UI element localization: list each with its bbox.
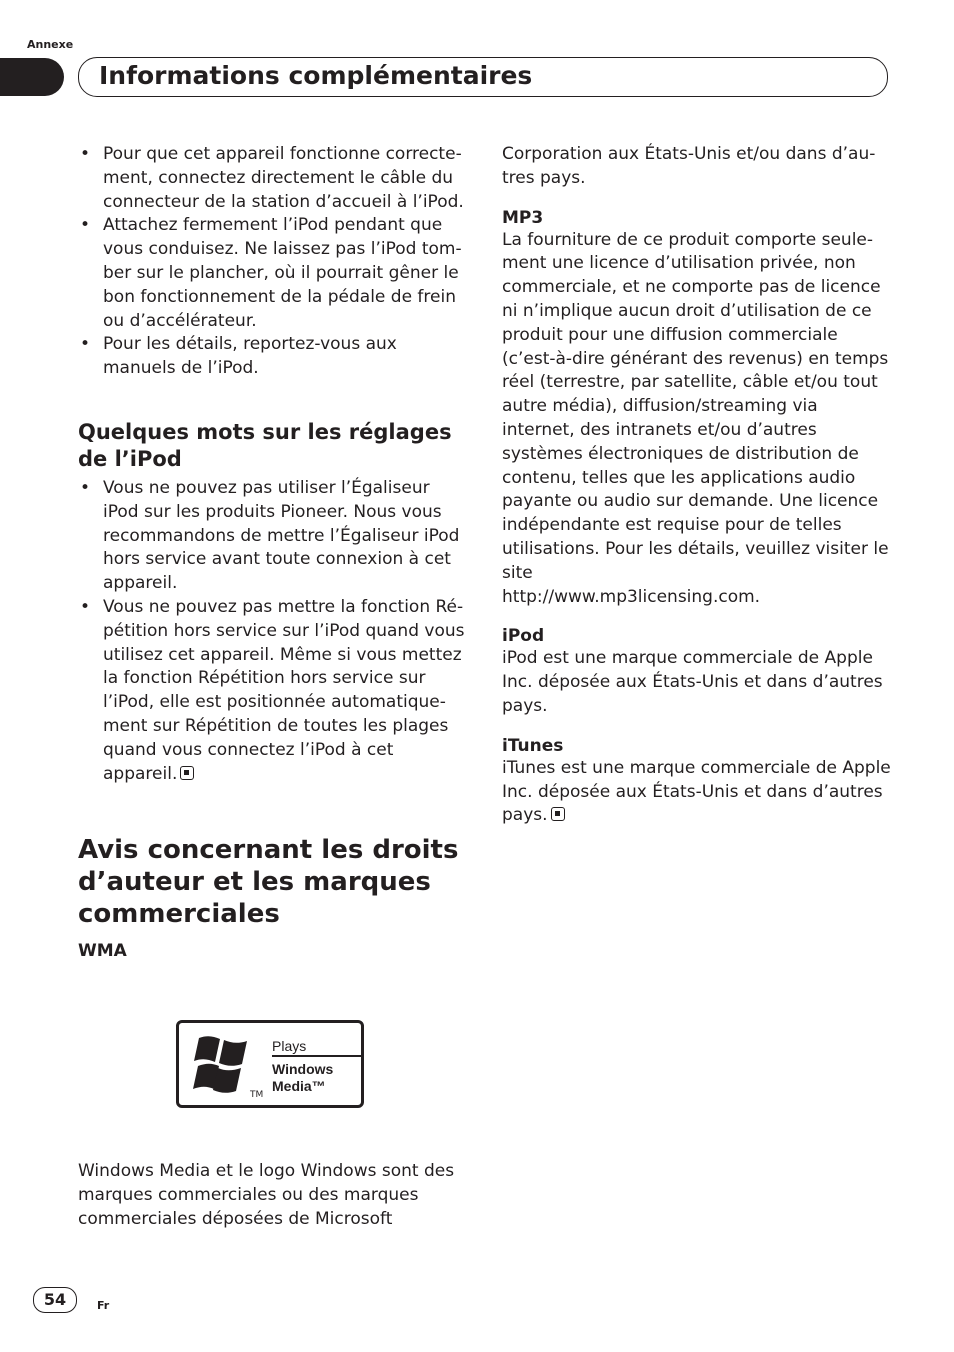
section-tab [0,58,64,96]
page-title: Informations complémentaires [99,61,533,90]
logo-windows-media [272,1061,333,1095]
itunes-text: iTunes est une marque commerciale de Apple Inc. déposée aux États-Unis et dans d’autres pays. [502,757,891,826]
page-number: 54 [33,1287,77,1313]
right-column [502,143,894,828]
list-item [78,596,470,786]
end-mark-icon [180,766,194,780]
mp3-heading: MP3 [502,207,544,228]
bullet-list-top [78,143,470,381]
itunes-paragraph [502,757,894,828]
logo-divider [272,1055,362,1057]
page-title-frame [78,57,888,97]
end-mark-icon [551,807,565,821]
logo-media: Media™ [272,1078,326,1095]
wma-text: Windows Media et le logo Windows sont des marques commerciales ou des marques commerciales déposées de Microsoft [78,1161,455,1229]
windows-media-logo [176,1020,364,1108]
list-item-text: Vous ne pouvez pas mettre la fonction Répétition hors service sur l’iPod quand vous utilisez cet appareil. Même si vous mettez la fonction Répétition hors service sur l’iPod, elle est positionnée automatiquement sur Répétition de toutes les plages quand vous connectez l’iPod à cet appareil. [103,596,465,784]
mp3-url: http://www.mp3licensing.com. [502,586,761,607]
copyright-heading: Avis concernant les droits d’auteur et les marques commerciales [78,835,459,930]
list-item: • Pour les détails, reportez-vous aux manuels de l’iPod. [78,333,470,381]
section-label: Annexe [27,38,74,51]
list-item: • Vous ne pouvez pas utiliser l’Égaliseur iPod sur les produits Pioneer. Nous vous recommandons de mettre l’Égaliseur iPod hors service avant toute connexion à cet appareil. [78,477,470,596]
bullet-list-ipod-settings [78,477,470,786]
windows-flag-icon [193,1035,253,1095]
mp3-text: La fourniture de ce produit comporte seulement une licence d’utilisation privée, non commerciale, et ne comporte pas de licence ni n’implique aucun droit d’utilisation de ce produit pour une diffusion commerciale (c’est-à-dire générant des revenus) en temps réel (terrestre, par satellite, câble et/ou tout autre média), diffusion/streaming via internet, des intranets et/ou d’autres systèmes électroniques de distribution de contenu, telles que les applications audio payante ou audio sur demande. Une licence indépendante est requise pour de telles utilisations. Pour les détails, veuillez visiter le site [502,229,889,583]
list-item: • Pour que cet appareil fonctionne correctement, connectez directement le câble du connecteur de la station d’accueil à l’iPod. [78,143,470,214]
wma-text-continued: Corporation aux États-Unis et/ou dans d’autres pays. [502,144,876,188]
left-column [78,143,470,1232]
ipod-heading: iPod [502,626,545,647]
trademark-label: TM [250,1090,264,1101]
ipod-text: iPod est une marque commerciale de Apple Inc. déposée aux États-Unis et dans d’autres pays. [502,648,883,716]
list-item: • Attachez fermement l’iPod pendant que vous conduisez. Ne laissez pas l’iPod tomber sur le plancher, où il pourrait gêner le bon fonctionnement de la pédale de frein ou d’accélérateur. [78,214,470,333]
itunes-heading: iTunes [502,735,564,756]
language-label: Fr [97,1299,110,1312]
logo-plays: Plays [272,1038,307,1055]
logo-windows: Windows [272,1061,334,1078]
ipod-settings-heading: Quelques mots sur les réglages de l’iPod [78,419,452,471]
wma-heading: WMA [78,941,127,962]
